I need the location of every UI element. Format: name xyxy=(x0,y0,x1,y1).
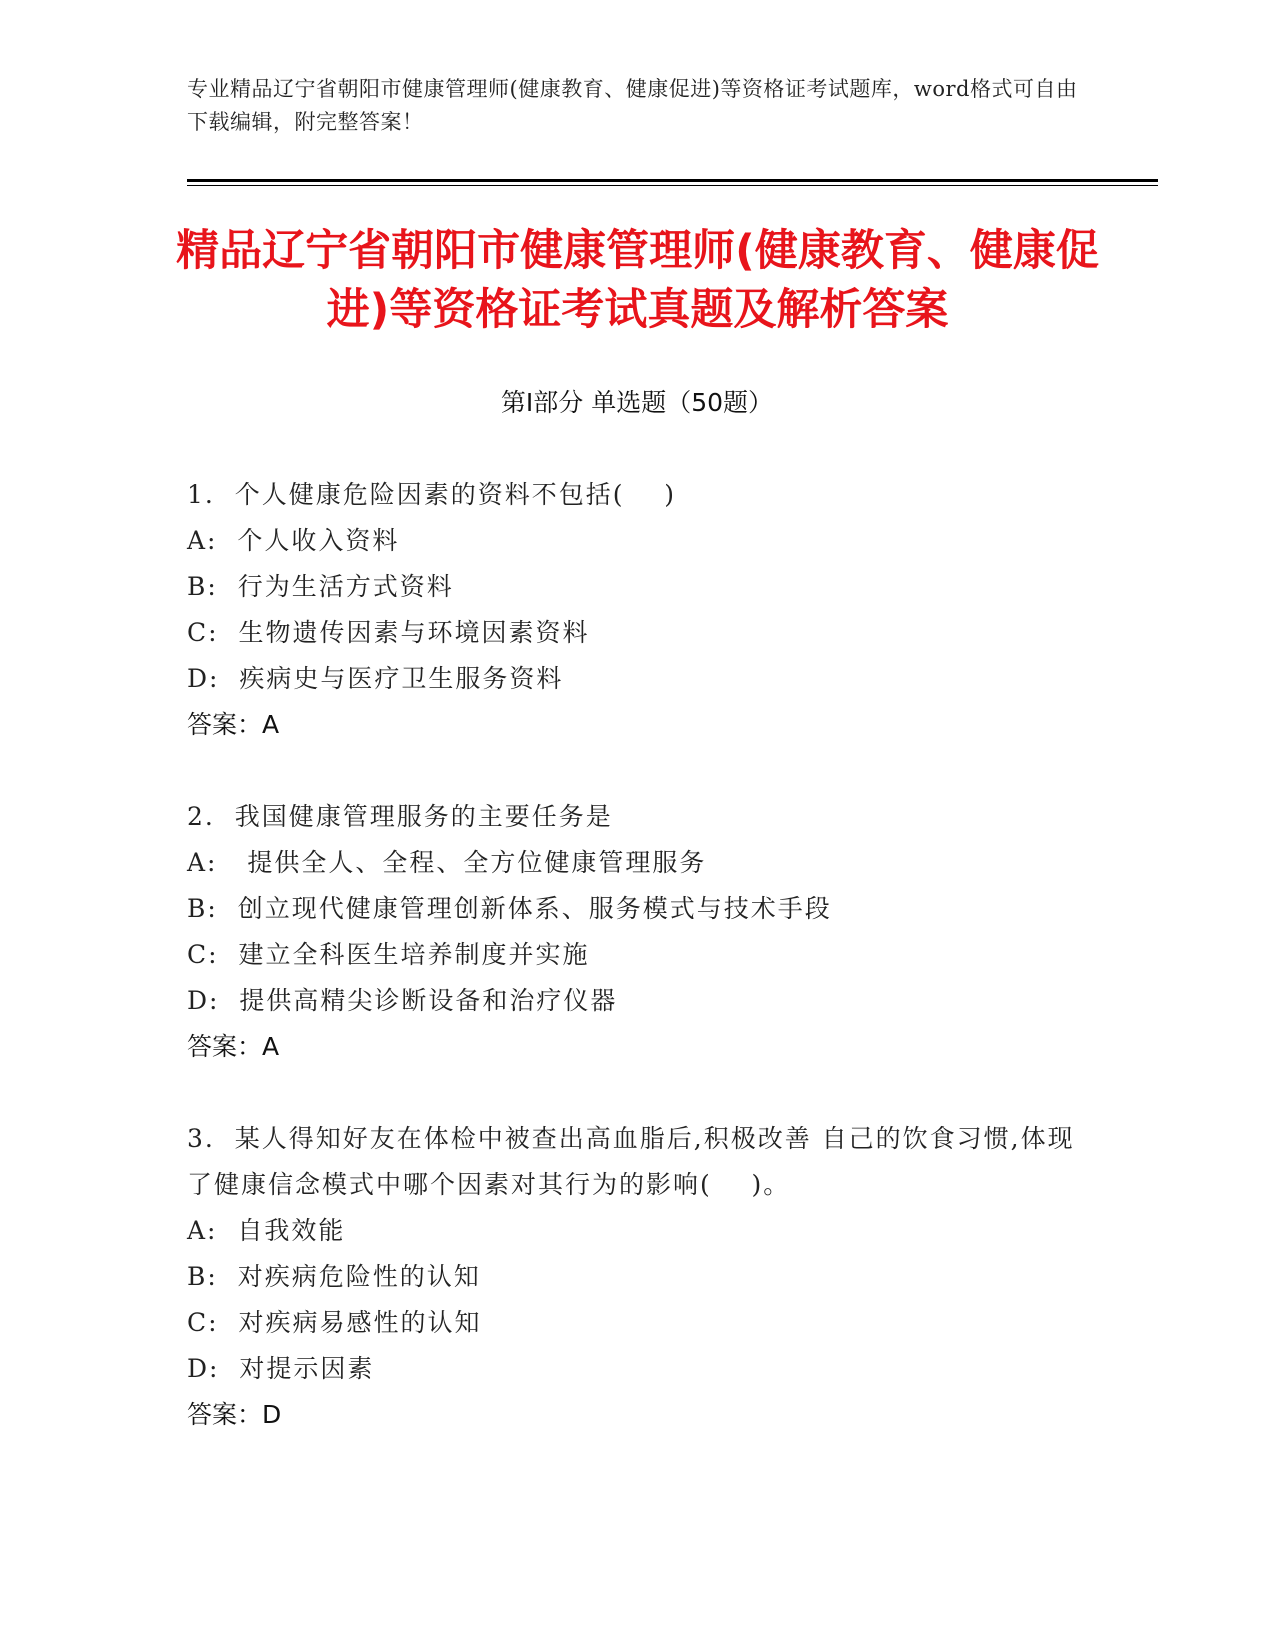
question-stem: 1. 个人健康危险因素的资料不包括( ) xyxy=(187,480,677,509)
section-title: 第Ⅰ部分 单选题（50题） xyxy=(500,388,774,417)
question-list xyxy=(187,472,1087,1484)
option-c: C: 建立全科医生培养制度并实施 xyxy=(187,940,590,969)
option-b: B: 行为生活方式资料 xyxy=(187,572,454,601)
question-2 xyxy=(187,794,1087,1070)
option-c: C: 生物遗传因素与环境因素资料 xyxy=(187,618,590,647)
answer-line: 答案：A xyxy=(187,710,280,739)
option-d: D: 对提示因素 xyxy=(187,1354,375,1383)
option-a: A: 自我效能 xyxy=(187,1216,346,1245)
option-d: D: 提供高精尖诊断设备和治疗仪器 xyxy=(187,986,618,1015)
answer-line: 答案：A xyxy=(187,1032,280,1061)
question-1 xyxy=(187,472,1087,748)
document-title: 精品辽宁省朝阳市健康管理师(健康教育、健康促进)等资格证考试真题及解析答案 xyxy=(176,226,1099,335)
header-rule-thin xyxy=(187,185,1158,186)
question-3 xyxy=(187,1116,1087,1438)
question-stem: 2. 我国健康管理服务的主要任务是 xyxy=(187,802,613,831)
option-c: C: 对疾病易感性的认知 xyxy=(187,1308,482,1337)
option-d: D: 疾病史与医疗卫生服务资料 xyxy=(187,664,564,693)
option-b: B: 对疾病危险性的认知 xyxy=(187,1262,481,1291)
question-stem: 3. 某人得知好友在体检中被查出高血脂后,积极改善 自己的饮食习惯,体现了健康信念模式中哪个因素对其行为的影响( )。 xyxy=(187,1124,1075,1199)
option-a: A: 个人收入资料 xyxy=(187,526,400,555)
header-note: 专业精品辽宁省朝阳市健康管理师(健康教育、健康促进)等资格证考试题库，word格式可自由下载编辑，附完整答案！ xyxy=(187,77,1078,134)
option-b: B: 创立现代健康管理创新体系、服务模式与技术手段 xyxy=(187,894,832,923)
option-a: A: 提供全人、全程、全方位健康管理服务 xyxy=(187,848,707,877)
answer-line: 答案：D xyxy=(187,1400,282,1429)
header-rule-thick xyxy=(187,179,1158,182)
